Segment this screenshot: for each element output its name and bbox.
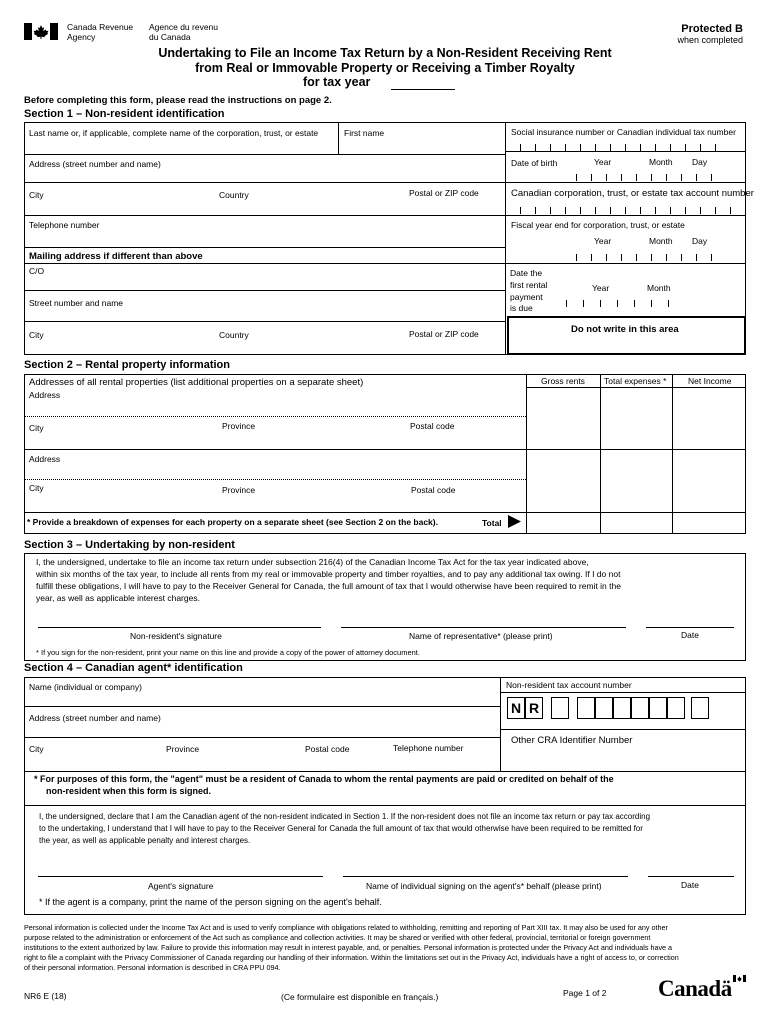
right-triangle-icon <box>508 515 521 528</box>
section-3-title: Section 3 – Undertaking by non-resident <box>24 539 235 551</box>
city-country-postal-field[interactable] <box>24 198 505 215</box>
non-resident-signature-label: Non-resident's signature <box>130 631 222 641</box>
nr-digit-5[interactable] <box>631 697 649 719</box>
street-label: Street number and name <box>29 298 124 308</box>
nr-digit-4[interactable] <box>613 697 631 719</box>
nr-digit-3[interactable] <box>595 697 613 719</box>
signer-name-field[interactable] <box>343 876 628 877</box>
last-name-field[interactable] <box>24 136 338 154</box>
section-2-title: Section 2 – Rental property information <box>24 359 230 371</box>
nr-prefix-r: R <box>525 697 543 719</box>
expense-breakdown-note: * Provide a breakdown of expenses for each property on a separate sheet (see Section 2 on the back). <box>27 517 438 527</box>
gross-rents-header: Gross rents <box>541 376 585 386</box>
property-2-postal-label: Postal code <box>411 485 456 495</box>
property-1-expenses-field[interactable] <box>600 387 672 449</box>
mailing-city-field[interactable] <box>24 338 505 355</box>
fiscal-year-label: Fiscal year end for corporation, trust, or estate <box>511 220 685 230</box>
nr-prefix-n: N <box>507 697 525 719</box>
signing-note: * If you sign for the non-resident, print your name on this line and provide a copy of the power of attorney document. <box>36 648 420 657</box>
property-2-province-label: Province <box>222 485 256 495</box>
agent-address-label: Address (street number and name) <box>29 713 161 723</box>
agent-name-label: Name (individual or company) <box>29 682 142 692</box>
section-3-date-field[interactable] <box>646 627 734 628</box>
agent-declaration-line-2: to the undertaking, I understand that I will have to pay to the Receiver General for Canada the full amount of tax that would otherwise have been required to be remitted for <box>39 824 643 833</box>
property-2-city-field[interactable] <box>24 493 526 512</box>
section-3-date-label: Date <box>681 630 699 640</box>
agent-postal-label: Postal code <box>305 744 350 754</box>
first-rental-label-1: Date the <box>510 268 543 278</box>
nr-digit-8[interactable] <box>691 697 709 719</box>
property-2-expenses-field[interactable] <box>600 449 672 512</box>
address-label: Address (street number and name) <box>29 159 161 169</box>
representative-name-label: Name of representative* (please print) <box>409 631 553 641</box>
wordmark-flag-icon <box>733 975 746 982</box>
property-2-address-field[interactable] <box>24 463 526 479</box>
property-2-city-label: City <box>29 483 44 493</box>
first-rental-year-label: Year <box>592 283 610 293</box>
office-use-area <box>507 316 746 355</box>
property-1-city-field[interactable] <box>24 431 526 449</box>
mailing-postal-label: Postal or ZIP code <box>409 329 479 339</box>
telephone-field[interactable] <box>24 229 505 247</box>
agent-city-label: City <box>29 744 44 754</box>
form-title-line-1: Undertaking to File an Income Tax Return by a Non-Resident Receiving Rent <box>158 46 612 60</box>
dob-label: Date of birth <box>511 158 558 168</box>
total-expenses-header: Total expenses * <box>604 376 667 386</box>
agent-telephone-label: Telephone number <box>393 743 464 753</box>
privacy-line-4: right to file a complaint with the Privacy Commissioner of Canada regarding our handling of their information. Within the limitations set out in the Privacy Act, individuals have a right of access to, or correction <box>24 953 679 962</box>
undertaking-line-1: I, the undersigned, undertake to file an income tax return under subsection 216(4) of the Canadian Income Tax Act for the tax year indicated above, <box>36 557 589 567</box>
first-rental-label-4: is due <box>510 303 533 313</box>
sin-field[interactable] <box>520 144 716 151</box>
agent-definition-line-2: non-resident when this form is signed. <box>46 786 212 796</box>
first-rental-label-2: first rental <box>510 280 548 290</box>
agency-name-en-2: Agency <box>67 32 96 42</box>
fiscal-year-field[interactable] <box>576 254 712 261</box>
agent-signature-field[interactable] <box>38 876 323 877</box>
first-name-field[interactable] <box>338 136 505 154</box>
protected-b-label: Protected B <box>681 23 743 35</box>
first-rental-month-label: Month <box>647 283 671 293</box>
net-income-header: Net Income <box>688 376 732 386</box>
dob-day-label: Day <box>692 157 708 167</box>
nr-digit-1[interactable] <box>551 697 569 719</box>
nr-digit-7[interactable] <box>667 697 685 719</box>
agency-name-fr-2: du Canada <box>149 32 191 42</box>
undertaking-line-2: within six months of the tax year, to include all rents from my real or immovable property and timber royalties, and to pay any additional tax owing. If I do not <box>36 569 621 579</box>
total-gross-field[interactable] <box>526 512 600 534</box>
agent-address-field[interactable] <box>24 722 500 737</box>
last-name-label: Last name or, if applicable, complete name of the corporation, trust, or estate <box>29 128 319 138</box>
other-id-label: Other CRA Identifier Number <box>511 735 633 746</box>
property-1-address-field[interactable] <box>24 399 526 416</box>
do-not-write-label: Do not write in this area <box>571 324 679 335</box>
nr-account-label: Non-resident tax account number <box>506 680 632 690</box>
section-4-date-field[interactable] <box>648 876 734 877</box>
sin-label: Social insurance number or Canadian individual tax number <box>511 127 736 137</box>
agent-province-label: Province <box>166 744 200 754</box>
mailing-address-heading: Mailing address if different than above <box>29 251 203 262</box>
corp-account-label: Canadian corporation, trust, or estate tax account number <box>511 188 754 199</box>
property-2-address-label: Address <box>29 454 61 464</box>
nr-digit-2[interactable] <box>577 697 595 719</box>
dob-field[interactable] <box>576 174 712 181</box>
total-label: Total <box>482 518 502 528</box>
total-net-field[interactable] <box>672 512 746 534</box>
property-1-net-field[interactable] <box>672 387 746 449</box>
property-1-address-label: Address <box>29 390 61 400</box>
privacy-line-1: Personal information is collected under the Income Tax Act and is used to verify compliance with obligations related to withholding, remitting and reporting of Part XIII tax. It may also be used for any other <box>24 923 668 932</box>
agent-declaration-line-1: I, the undersigned, declare that I am the Canadian agent of the non-resident indicated in Section 1. If the non-resident does not file an income tax return or pay tax according <box>39 812 651 821</box>
other-id-field[interactable] <box>500 747 746 771</box>
address-field[interactable] <box>24 168 505 182</box>
agency-name-en-1: Canada Revenue <box>67 22 134 32</box>
property-1-postal-label: Postal code <box>410 421 455 431</box>
city-label: City <box>29 190 44 200</box>
corp-account-field[interactable] <box>520 207 731 214</box>
representative-name-field[interactable] <box>341 627 626 628</box>
rental-addresses-heading: Addresses of all rental properties (list additional properties on a separate sheet) <box>29 377 364 388</box>
property-2-net-field[interactable] <box>672 449 746 512</box>
company-signer-note: * If the agent is a company, print the name of the person signing on the agent's behalf. <box>39 897 382 907</box>
agent-city-field[interactable] <box>24 753 500 771</box>
when-completed-label: when completed <box>677 35 743 45</box>
section-4-title: Section 4 – Canadian agent* identification <box>24 662 243 674</box>
property-1-province-label: Province <box>222 421 256 431</box>
canada-flag-icon <box>24 23 58 40</box>
street-field[interactable] <box>24 307 505 321</box>
french-availability-note: (Ce formulaire est disponible en français.) <box>281 992 439 1002</box>
page-number: Page 1 of 2 <box>563 988 607 998</box>
agency-name-fr-1: Agence du revenu <box>149 22 218 32</box>
form-identifier: NR6 E (18) <box>24 991 67 1001</box>
property-1-gross-field[interactable] <box>526 387 600 449</box>
section-4-date-label: Date <box>681 880 699 890</box>
property-2-gross-field[interactable] <box>526 449 600 512</box>
dob-year-label: Year <box>594 157 612 167</box>
property-1-city-label: City <box>29 423 44 433</box>
mailing-city-label: City <box>29 330 44 340</box>
undertaking-line-3: fulfill these obligations, I will have to pay to the Receiver General for Canada, the full amount of tax that I would otherwise have been required to remit in the <box>36 581 621 591</box>
co-field[interactable] <box>24 275 505 290</box>
signer-name-label: Name of individual signing on the agent's* behalf (please print) <box>366 881 602 891</box>
first-name-label: First name <box>344 128 385 138</box>
agent-definition-line-1: * For purposes of this form, the "agent" must be a resident of Canada to whom the rental payments are paid or credited on behalf of the <box>34 774 614 784</box>
privacy-line-5: of their personal information. Personal information is described in CRA PPU 094. <box>24 963 281 972</box>
agent-declaration-line-3: the year, as well as applicable penalty and interest charges. <box>39 836 251 845</box>
fiscal-year-day-label: Day <box>692 236 708 246</box>
undertaking-line-4: year, as well as applicable interest charges. <box>36 593 200 603</box>
telephone-label: Telephone number <box>29 220 100 230</box>
form-title-line-3: for tax year <box>303 75 371 89</box>
nr-digit-6[interactable] <box>649 697 667 719</box>
first-rental-date-field[interactable] <box>566 300 669 307</box>
privacy-line-2: purpose related to the administration or enforcement of the Act such as compliance and collection activities. It may be shared or verified with other federal, provincial, territorial or foreign government <box>24 933 651 942</box>
fiscal-year-year-label: Year <box>594 236 612 246</box>
co-label: C/O <box>29 266 45 276</box>
instructions-note: Before completing this form, please read the instructions on page 2. <box>24 95 332 106</box>
country-label: Country <box>219 190 249 200</box>
form-title-line-2: from Real or Immovable Property or Receiving a Timber Royalty <box>195 61 575 75</box>
tax-year-field[interactable] <box>391 89 455 90</box>
dob-month-label: Month <box>649 157 673 167</box>
non-resident-signature-field[interactable] <box>38 627 321 628</box>
postal-label: Postal or ZIP code <box>409 188 479 198</box>
section-1-title: Section 1 – Non-resident identification <box>24 108 225 120</box>
agent-name-field[interactable] <box>24 691 500 706</box>
privacy-line-3: institutions to the extent authorized by law. Failure to provide this information may result in interest payable, and, or penalties. Personal information is protected under the Privacy Act and individuals have a <box>24 943 673 952</box>
canada-wordmark: Canadä <box>658 976 732 1001</box>
agent-signature-label: Agent's signature <box>148 881 214 891</box>
first-rental-label-3: payment <box>510 292 543 302</box>
total-expenses-field[interactable] <box>600 512 672 534</box>
mailing-country-label: Country <box>219 330 249 340</box>
fiscal-year-month-label: Month <box>649 236 673 246</box>
